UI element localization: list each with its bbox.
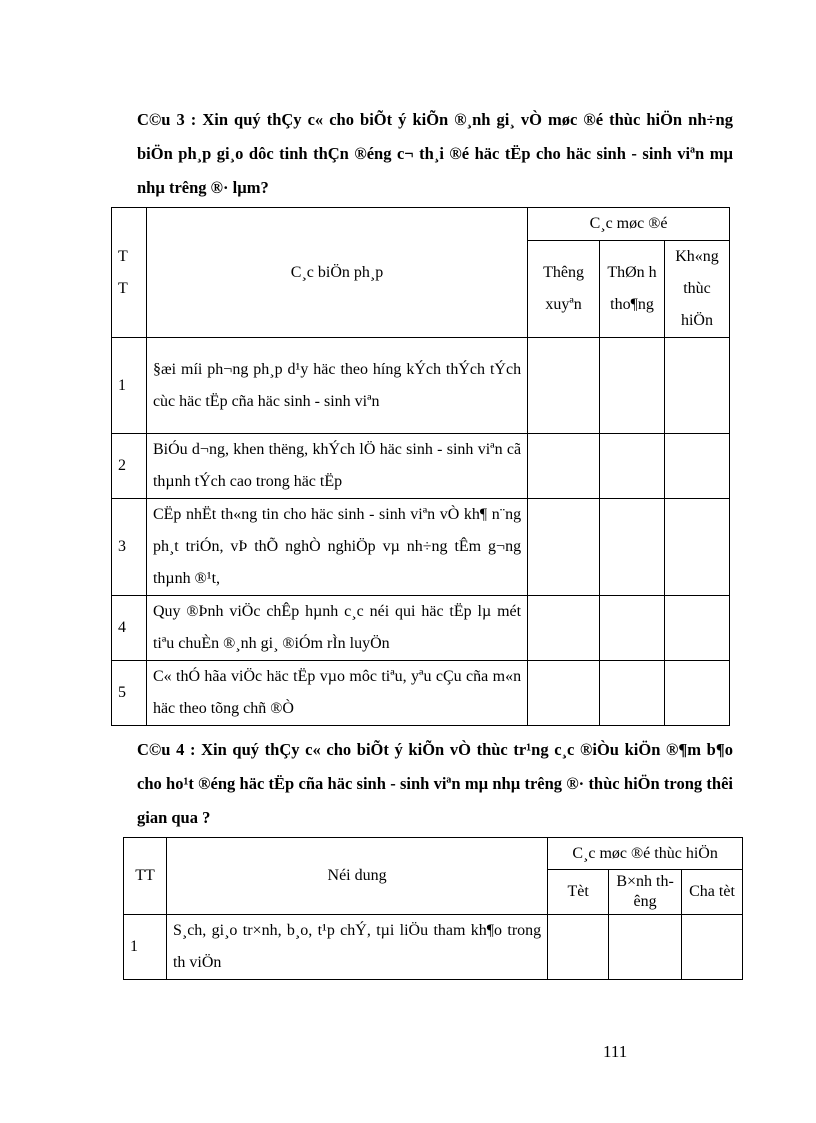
header-levels: C¸c møc ®é (528, 208, 730, 241)
header-tt: TT (124, 838, 167, 915)
table-row (112, 434, 730, 499)
header-good: Tèt (548, 870, 609, 915)
answer-cell[interactable] (600, 499, 665, 596)
answer-cell[interactable] (664, 499, 729, 596)
header-sometimes: ThØn h tho¶ng (600, 241, 665, 338)
answer-cell[interactable] (600, 661, 665, 726)
header-tt: T T (112, 208, 147, 338)
question-4: C©u 4 : Xin quý thÇy c« cho biÕt ý kiÕn vÒ thùc tr¹ng c¸c ®iÒu kiÖn ®¶m b¶o cho ho¹t ®éng häc tËp cña häc sinh - sinh viªn mµ nhµ trêng ®· thùc hiÖn trong thêi gian qua ? (137, 740, 733, 827)
table-row (112, 499, 730, 596)
header-not-good: Cha tèt (682, 870, 743, 915)
row-text: C« thÓ hãa viÖc häc tËp vµo môc tiªu, yªu cÇu cña m«n häc theo tõng chñ ®Ò (146, 661, 527, 726)
answer-cell[interactable] (600, 338, 665, 434)
answer-cell[interactable] (528, 596, 600, 661)
answer-cell[interactable] (528, 338, 600, 434)
table-row (112, 661, 730, 726)
row-number: 2 (112, 434, 147, 499)
header-normal: B×nh thêng (609, 870, 682, 915)
answer-cell[interactable] (664, 661, 729, 726)
header-content: Néi dung (166, 838, 547, 915)
row-text: §æi míi ph¬ng ph¸p d¹y häc theo híng kÝch thÝch tÝch cùc häc tËp cña häc sinh - sinh viªn (146, 338, 527, 434)
answer-cell[interactable] (548, 915, 609, 980)
row-number: 3 (112, 499, 147, 596)
table-row (112, 338, 730, 434)
answer-cell[interactable] (664, 596, 729, 661)
question-3: C©u 3 : Xin quý thÇy c« cho biÕt ý kiÕn ®¸nh gi¸ vÒ møc ®é thùc hiÖn nh÷ng biÖn ph¸p gi¸o dôc tinh thÇn ®éng c¬ th¸i ®é häc tËp cho häc sinh - sinh viªn mµ nhµ trêng ®· lµm? (137, 110, 733, 197)
answer-cell[interactable] (664, 338, 729, 434)
answer-cell[interactable] (609, 915, 682, 980)
row-text: CËp nhËt th«ng tin cho häc sinh - sinh viªn vÒ kh¶ n¨ng ph¸t triÓn, vÞ thÕ nghÒ nghiÖp vµ nh÷ng tÊm g¬ng thµnh ®¹t, (146, 499, 527, 596)
header-often: Thêng xuyªn (528, 241, 600, 338)
answer-cell[interactable] (682, 915, 743, 980)
table-row (124, 915, 743, 980)
header-never: Kh«ng thùc hiÖn (664, 241, 729, 338)
answer-cell[interactable] (528, 434, 600, 499)
row-text: S¸ch, gi¸o tr×nh, b¸o, t¹p chÝ, tµi liÖu tham kh¶o trong th viÖn (166, 915, 547, 980)
row-number: 1 (124, 915, 167, 980)
table-row (112, 596, 730, 661)
answer-cell[interactable] (528, 661, 600, 726)
row-number: 4 (112, 596, 147, 661)
row-text: BiÓu d¬ng, khen thëng, khÝch lÖ häc sinh - sinh viªn cã thµnh tÝch cao trong häc tËp (146, 434, 527, 499)
page-number: 111 (603, 1042, 628, 1061)
row-number: 1 (112, 338, 147, 434)
conditions-table (123, 837, 743, 980)
header-measures: C¸c biÖn ph¸p (146, 208, 527, 338)
answer-cell[interactable] (600, 434, 665, 499)
answer-cell[interactable] (664, 434, 729, 499)
answer-cell[interactable] (528, 499, 600, 596)
header-levels: C¸c møc ®é thùc hiÖn (548, 838, 743, 870)
row-text: Quy ®Þnh viÖc chÊp hµnh c¸c néi qui häc tËp lµ mét tiªu chuÈn ®¸nh gi¸ ®iÓm rÌn luyÖn (146, 596, 527, 661)
answer-cell[interactable] (600, 596, 665, 661)
row-number: 5 (112, 661, 147, 726)
measures-table (111, 207, 730, 726)
